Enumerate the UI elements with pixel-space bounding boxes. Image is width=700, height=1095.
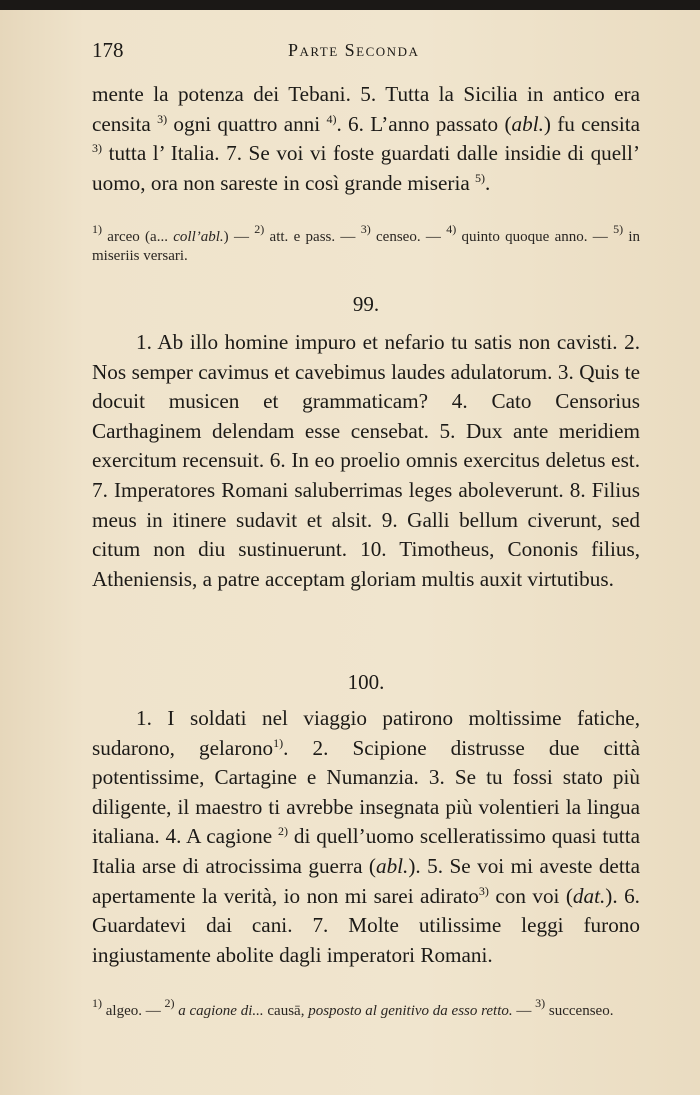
footnote-ref: 3) [478, 883, 489, 898]
footnote-text: ) — [223, 229, 255, 245]
text-run: ). 5. Se voi mi aveste detta apertamente la verità, io non mi sarei adirato [92, 853, 640, 908]
grammar-note: abl. [511, 111, 544, 136]
footnote-text: causā, [263, 1003, 309, 1019]
scan-top-edge [0, 0, 700, 10]
footnote-italic: coll’abl. [173, 229, 224, 245]
footnotes-top [92, 222, 641, 266]
text-run: . 2. Scipione distrusse due città potentissime, Cartagine e Numanzia. 3. Se tu fossi stato più diligente, il maestro ti avrebbe insegnata più volentieri la lingua italiana. 4. A cagione [92, 735, 640, 849]
grammar-note: dat. [572, 883, 606, 908]
footnote-text: censeo. — [370, 229, 447, 245]
page-number: 178 [92, 38, 124, 62]
footnote-ref: 5) [475, 170, 486, 185]
footnote-ref: 3) [157, 111, 168, 126]
footnote-marker: 3) [535, 996, 546, 1010]
running-head: Parte Seconda [288, 40, 420, 60]
footnote-italic: posposto al genitivo da esso retto. [308, 1003, 513, 1019]
text-run: mente la potenza dei Tebani. 5. Tutta la Sicilia in antico era censita [92, 82, 640, 136]
text-run: 1. I soldati nel viaggio patirono moltissime fatiche, sudarono, gelarono [92, 706, 640, 760]
footnote-marker: 4) [446, 222, 457, 236]
footnote-ref: 3) [92, 141, 102, 156]
text-run: tutta l’ Italia. 7. Se voi vi foste guardati dalle insidie di quell’ uomo, ora non sareste in così grande miseria [92, 141, 640, 195]
paragraph-continuation [92, 80, 640, 198]
footnote-text: arceo (a... [102, 229, 174, 245]
text-run: ogni quattro anni [167, 111, 327, 136]
footnote-marker: 2) [254, 222, 265, 236]
footnote-text: algeo. — [102, 1003, 165, 1019]
footnotes-bottom [92, 996, 640, 1021]
footnote-marker: 1) [92, 996, 102, 1010]
text-run: . [485, 170, 491, 195]
footnote-text: quinto quoque anno. — [456, 229, 614, 245]
text-run: ). 6. Guardatevi dai cani. 7. Molte utilissime leggi furono ingiustamente abolite dagli imperatori Romani. [92, 883, 640, 967]
grammar-note: abl. [375, 853, 409, 878]
footnote-ref: 4) [326, 111, 337, 126]
footnote-text: succenseo. [545, 1003, 614, 1019]
footnote-marker: 5) [613, 222, 624, 236]
exercise-99 [92, 328, 640, 594]
exercise-number-100: 100. [347, 670, 385, 694]
exercise-99-text: 1. Ab illo homine impuro et nefario tu satis non cavisti. 2. Nos semper cavimus et cavebimus laudes adulatorum. 3. Quis te docuit musicen et grammaticam? 4. Cato Censorius Carthaginem delendam esse censebat. 5. Dux ante meridiem exercitum recensuit. 6. In eo proelio omnis exercitus deletus est. 7. Imperatores Romani saluberrimas leges aboleverunt. 8. Filius meus in itinere sudavit et alsit. 9. Galli bellum civerunt, sed citum non diu sustinuerunt. 10. Timotheus, Cononis filius, Atheniensis, a patre acceptam gloriam multis auxit virtutibus. [92, 330, 640, 591]
footnote-italic: a cagione di... [174, 1003, 264, 1019]
text-run: con voi ( [488, 883, 573, 908]
footnote-marker: 2) [164, 996, 175, 1010]
footnote-ref: 2) [278, 824, 288, 839]
text-run: . 6. L’anno passato ( [336, 111, 512, 136]
footnote-text: in miseriis versari. [92, 229, 641, 264]
footnote-marker: 3) [360, 222, 371, 236]
footnote-text: att. e pass. — [264, 229, 361, 245]
footnote-ref: 1) [273, 735, 284, 750]
exercise-continuation [92, 80, 640, 198]
exercise-100 [92, 704, 640, 970]
footnote-text: — [512, 1003, 536, 1019]
exercise-100-text [92, 704, 640, 970]
exercise-number-99: 99. [352, 292, 380, 316]
text-run: ) fu censita [543, 111, 640, 136]
text-run: di quell’uomo scelleratissimo quasi tutta Italia arse di atrocissima guerra ( [92, 824, 640, 878]
page-header [92, 38, 640, 68]
footnote-marker: 1) [92, 222, 102, 236]
